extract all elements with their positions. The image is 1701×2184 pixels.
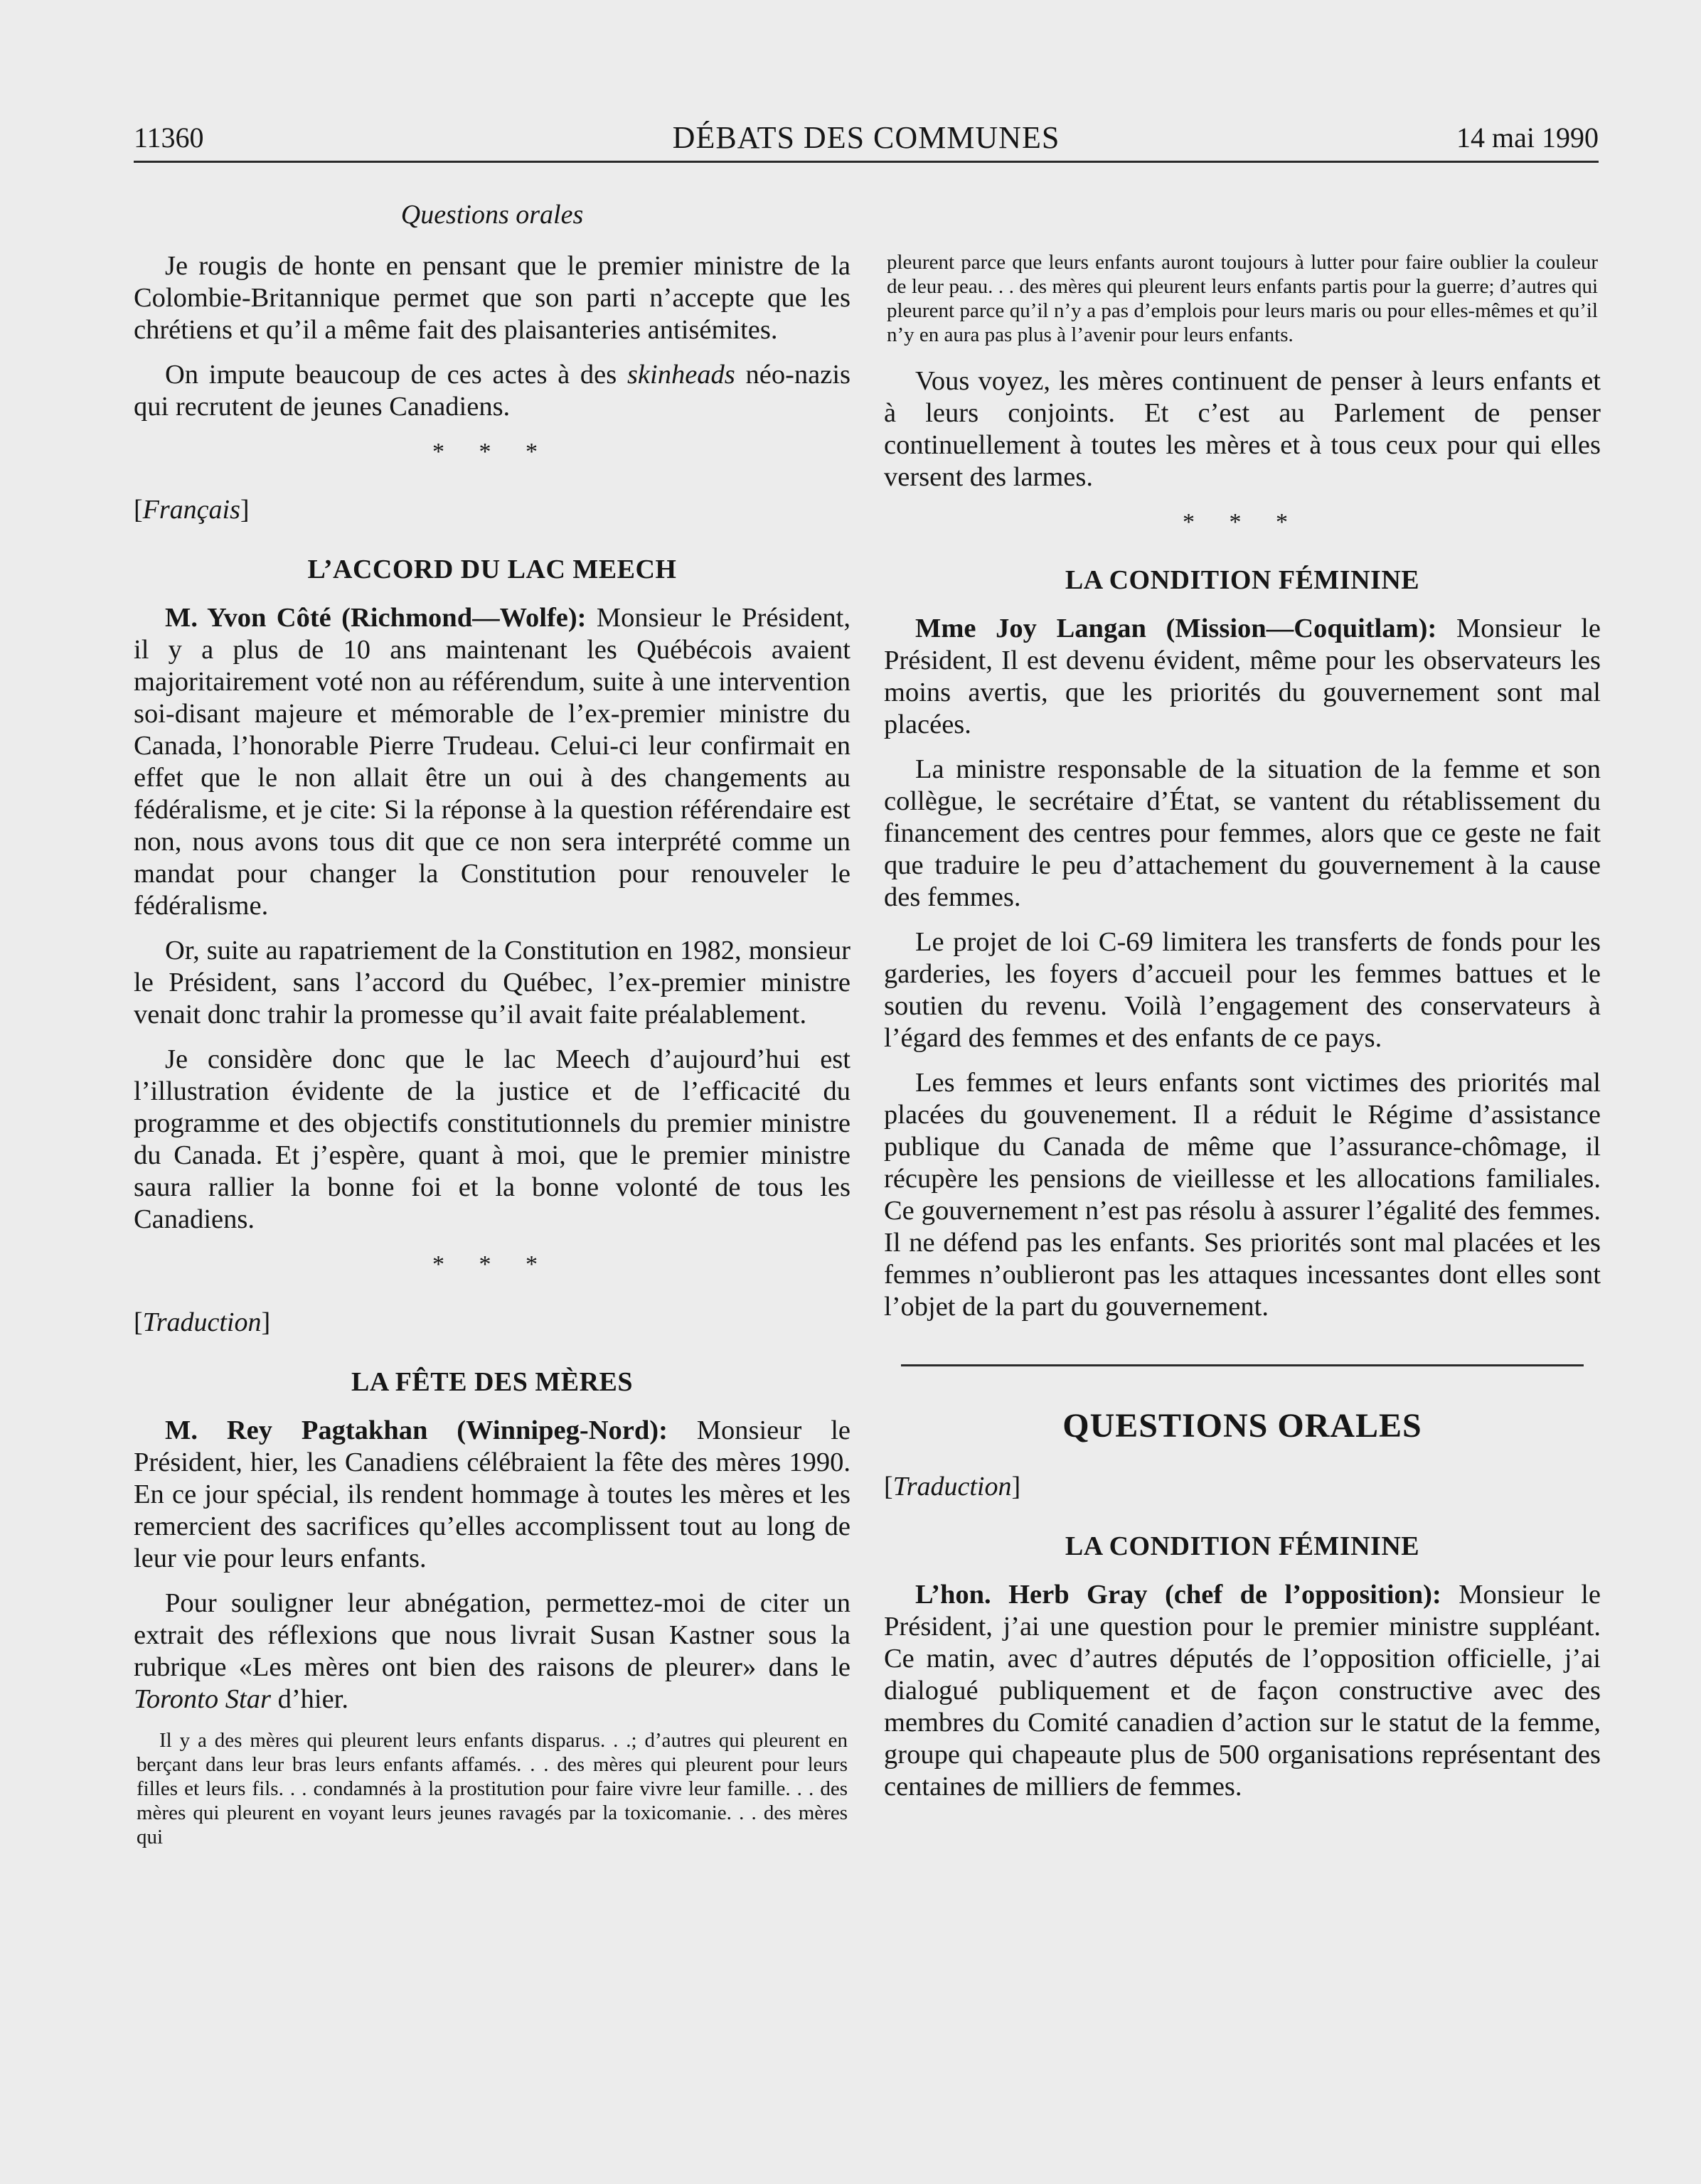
speaker-name: M. Rey Pagtakhan (Winnipeg-Nord): [165, 1415, 668, 1445]
section-heading: LA CONDITION FÉMININE [1065, 1531, 1420, 1561]
section-title: QUESTIONS ORALES [1062, 1407, 1422, 1445]
paragraph [884, 613, 1601, 741]
text-run: néo-nazis qui recrutent de jeunes Canadiens. [134, 360, 850, 422]
page-header [134, 119, 1599, 163]
language-marker [134, 1307, 850, 1338]
italic-term: Toronto Star [134, 1684, 271, 1714]
publication-title: DÉBATS DES COMMUNES [672, 120, 1060, 155]
text-run: Monsieur le Président, il y a plus de 10 ans maintenant les Québécois avaient majoritairement voté non au référendum, suite à une intervention soi-disant majeure et mémorable de l’ex-premier ministre du Canada, l’honorable Pierre Trudeau. Celui-ci leur confirmait en effet que le non allait être un oui à des changements au fédéralisme, et je cite: Si la réponse à la question référendaire est non, nous avons tous dit que ce non sera interprété comme un mandat pour changer la Constitution pour renouveler le fédéralisme. [134, 603, 850, 921]
bracket: ] [240, 495, 250, 525]
paragraph: Je rougis de honte en pensant que le premier ministre de la Colombie-Britannique permet que son parti n’accepte que les chrétiens et qu’il a même fait des plaisanteries antisémites. [134, 251, 850, 345]
page-number: 11360 [134, 122, 204, 154]
bracket: [ [884, 1472, 893, 1502]
paragraph: Le projet de loi C-69 limitera les transferts de fonds pour les garderies, les foyers d’accueil pour les femmes battues et le soutien du revenu. Voilà l’engagement des conservateurs à l’égard des femmes et des enfants de ce pays. [884, 927, 1601, 1053]
paragraph [134, 359, 850, 423]
section-heading: LA FÊTE DES MÈRES [351, 1367, 633, 1397]
text-run: Monsieur le Président, j’ai une question pour le premier ministre suppléant. Ce matin, avec d’autres députés de l’opposition officielle, j’ai dialogué publiquement et de façon constructive avec des membres du Comité canadien d’action sur le statut de la femme, groupe qui chapeaute plus de 500 organisations représentant des centaines de milliers de femmes. [884, 1580, 1601, 1802]
language-marker [884, 1471, 1601, 1502]
bracket: [ [134, 495, 143, 525]
paragraph: Les femmes et leurs enfants sont victimes des priorités mal placées du gouvenement. Il a réduit le Régime d’assistance publique du Canada de même que l’assurance-chômage, il récupère les pensions de vieillesse et les allocations familiales. Ce gouvernement n’est pas résolu à assurer l’égalité des femmes. Il ne défend pas les enfants. Ses priorités sont mal placées et les femmes n’oublieront pas les attaques incessantes dont elles sont l’objet de la part du gouvernement. [884, 1068, 1601, 1322]
section-heading: L’ACCORD DU LAC MEECH [307, 555, 677, 584]
text-run: d’hier. [270, 1684, 348, 1714]
language-label: Français [142, 495, 240, 525]
paragraph [884, 1579, 1601, 1803]
running-head: Questions orales [400, 200, 584, 230]
section-heading: LA CONDITION FÉMININE [1065, 565, 1420, 595]
paragraph: Je considère donc que le lac Meech d’aujourd’hui est l’illustration évidente de la justice et de l’efficacité du programme et des objectifs constitutionnels du premier ministre du Canada. Et j’espère, quant à moi, que le premier ministre saura rallier la bonne foi et la bonne volonté de tous les Canadiens. [134, 1044, 850, 1234]
block-quote: Il y a des mères qui pleurent leurs enfants disparus. . .; d’autres qui pleurent en berçant dans leur bras leurs enfants affamés. . . des mères qui pleurent pour leurs filles et leurs fils. . . condamnés à la prostitution pour faire vivre leur famille. . . des mères qui pleurent en voyant leurs jeunes ravagés par la toxicomanie. . . des mères qui [137, 1729, 848, 1848]
text-run: Pour souligner leur abnégation, permettez-moi de citer un extrait des réflexions que nous livrait Susan Kastner sous la rubrique «Les mères ont bien des raisons de pleurer» dans le [134, 1588, 850, 1682]
paragraph: Vous voyez, les mères continuent de penser à leurs enfants et à leurs conjoints. Et c’est au Parlement de penser continuellement à toutes les mères et à tous ceux pour qui elles versent des larmes. [884, 366, 1601, 492]
publication-date: 14 mai 1990 [1456, 122, 1599, 154]
speaker-name: Mme Joy Langan (Mission—Coquitlam): [915, 614, 1437, 643]
speaker-name: M. Yvon Côté (Richmond—Wolfe): [165, 603, 587, 633]
section-separator: * * * [1183, 509, 1302, 535]
section-separator: * * * [432, 439, 552, 465]
bracket: ] [1011, 1472, 1021, 1502]
text-run: Monsieur le Président, Il est devenu évident, même pour les observateurs les moins avertis, que les priorités du gouvernement sont mal placées. [884, 614, 1601, 739]
paragraph [134, 602, 850, 922]
language-marker [134, 494, 850, 525]
block-quote: pleurent parce que leurs enfants auront toujours à lutter pour faire oublier la couleur de leur peau. . . des mères qui pleurent leurs enfants partis pour la guerre; d’autres qui pleurent parce qu’il n’y a pas d’emplois pour leurs maris ou pour elles-mêmes et qu’il n’y en aura pas plus à l’avenir pour leurs enfants. [887, 251, 1598, 346]
bracket: ] [261, 1307, 271, 1337]
paragraph: Or, suite au rapatriement de la Constitution en 1982, monsieur le Président, sans l’accord du Québec, l’ex-premier ministre venait donc trahir la promesse qu’il avait faite préalablement. [134, 936, 850, 1029]
section-separator: * * * [432, 1251, 552, 1278]
paragraph: La ministre responsable de la situation de la femme et son collègue, le secrétaire d’État, se vantent du rétablissement du financement des centres pour femmes, alors que ce geste ne fait que traduire le peu d’attachement du gouvernement à la cause des femmes. [884, 754, 1601, 912]
paragraph [134, 1415, 850, 1575]
language-label: Traduction [892, 1472, 1012, 1502]
bracket: [ [134, 1307, 143, 1337]
text-run: Monsieur le Président, hier, les Canadiens célébraient la fête des mères 1990. En ce jour spécial, ils rendent hommage à toutes les mères et les remercient des sacrifices qu’elles accomplissent tout au long de leur vie pour leurs enfants. [134, 1415, 850, 1573]
paragraph [134, 1588, 850, 1715]
left-column [134, 193, 850, 1868]
italic-term: skinheads [626, 360, 735, 390]
right-column [884, 193, 1601, 1816]
speaker-name: L’hon. Herb Gray (chef de l’opposition): [915, 1580, 1441, 1610]
language-label: Traduction [142, 1307, 262, 1337]
text-run: On impute beaucoup de ces actes à des [165, 360, 627, 390]
horizontal-rule [901, 1364, 1584, 1366]
